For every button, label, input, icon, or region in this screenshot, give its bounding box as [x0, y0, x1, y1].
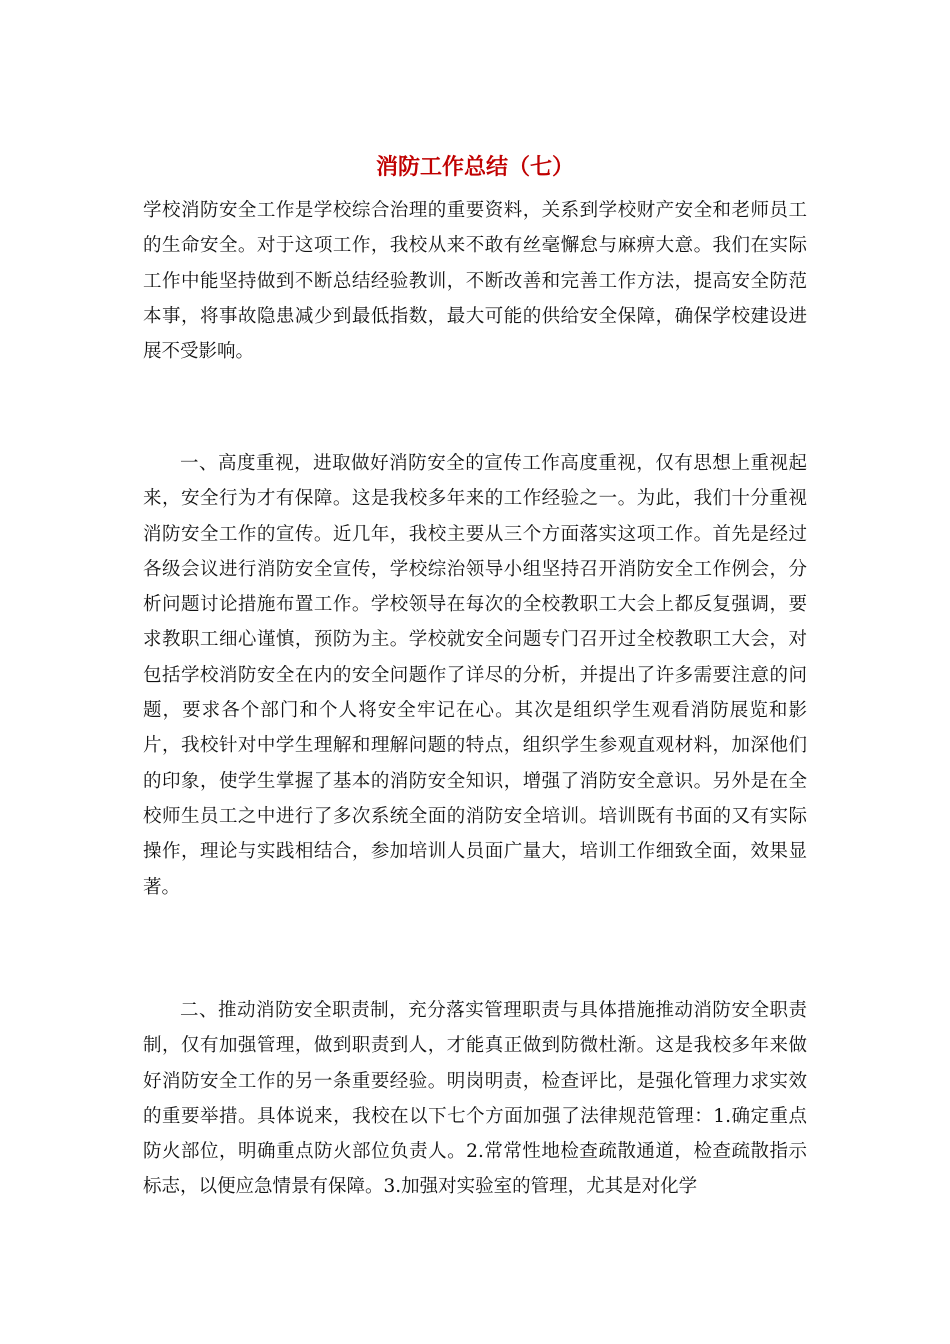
- section-one-paragraph: 一、高度重视，进取做好消防安全的宣传工作高度重视，仅有思想上重视起来，安全行为才有保障。这是我校多年来的工作经验之一。为此，我们十分重视消防安全工作的宣传。近几年，我校主要从三个方面落实这项工作。首先是经过各级会议进行消防安全宣传，学校综治领导小组坚持召开消防安全工作例会，分析问题讨论措施布置工作。学校领导在每次的全校教职工大会上都反复强调，要求教职工细心谨慎，预防为主。学校就安全问题专门召开过全校教职工大会，对包括学校消防安全在内的安全问题作了详尽的分析，并提出了许多需要注意的问题，要求各个部门和个人将安全牢记在心。其次是组织学生观看消防展览和影片，我校针对中学生理解和理解问题的特点，组织学生参观直观材料，加深他们的印象，使学生掌握了基本的消防安全知识，增强了消防安全意识。另外是在全校师生员工之中进行了多次系统全面的消防安全培训。培训既有书面的又有实际操作，理论与实践相结合，参加培训人员面广量大，培训工作细致全面，效果显著。: [143, 453, 807, 898]
- intro-paragraph: 学校消防安全工作是学校综合治理的重要资料，关系到学校财产安全和老师员工的生命安全。对于这项工作，我校从来不敢有丝毫懈怠与麻痹大意。我们在实际工作中能坚持做到不断总结经验教训，不断改善和完善工作方法，提高安全防范本事，将事故隐患减少到最低指数，最大可能的供给安全保障，确保学校建设进展不受影响。: [143, 200, 807, 363]
- document-title: 消防工作总结（七）: [375, 154, 574, 180]
- section-two-paragraph: 二、推动消防安全职责制，充分落实管理职责与具体措施推动消防安全职责制，仅有加强管理，做到职责到人，才能真正做到防微杜渐。这是我校多年来做好消防安全工作的另一条重要经验。明岗明责，检查评比，是强化管理力求实效的重要举措。具体说来，我校在以下七个方面加强了法律规范管理：1.确定重点防火部位，明确重点防火部位负责人。2.常常性地检查疏散通道，检查疏散指示标志，以便应急情景有保障。3.加强对实验室的管理，尤其是对化学: [143, 1000, 807, 1198]
